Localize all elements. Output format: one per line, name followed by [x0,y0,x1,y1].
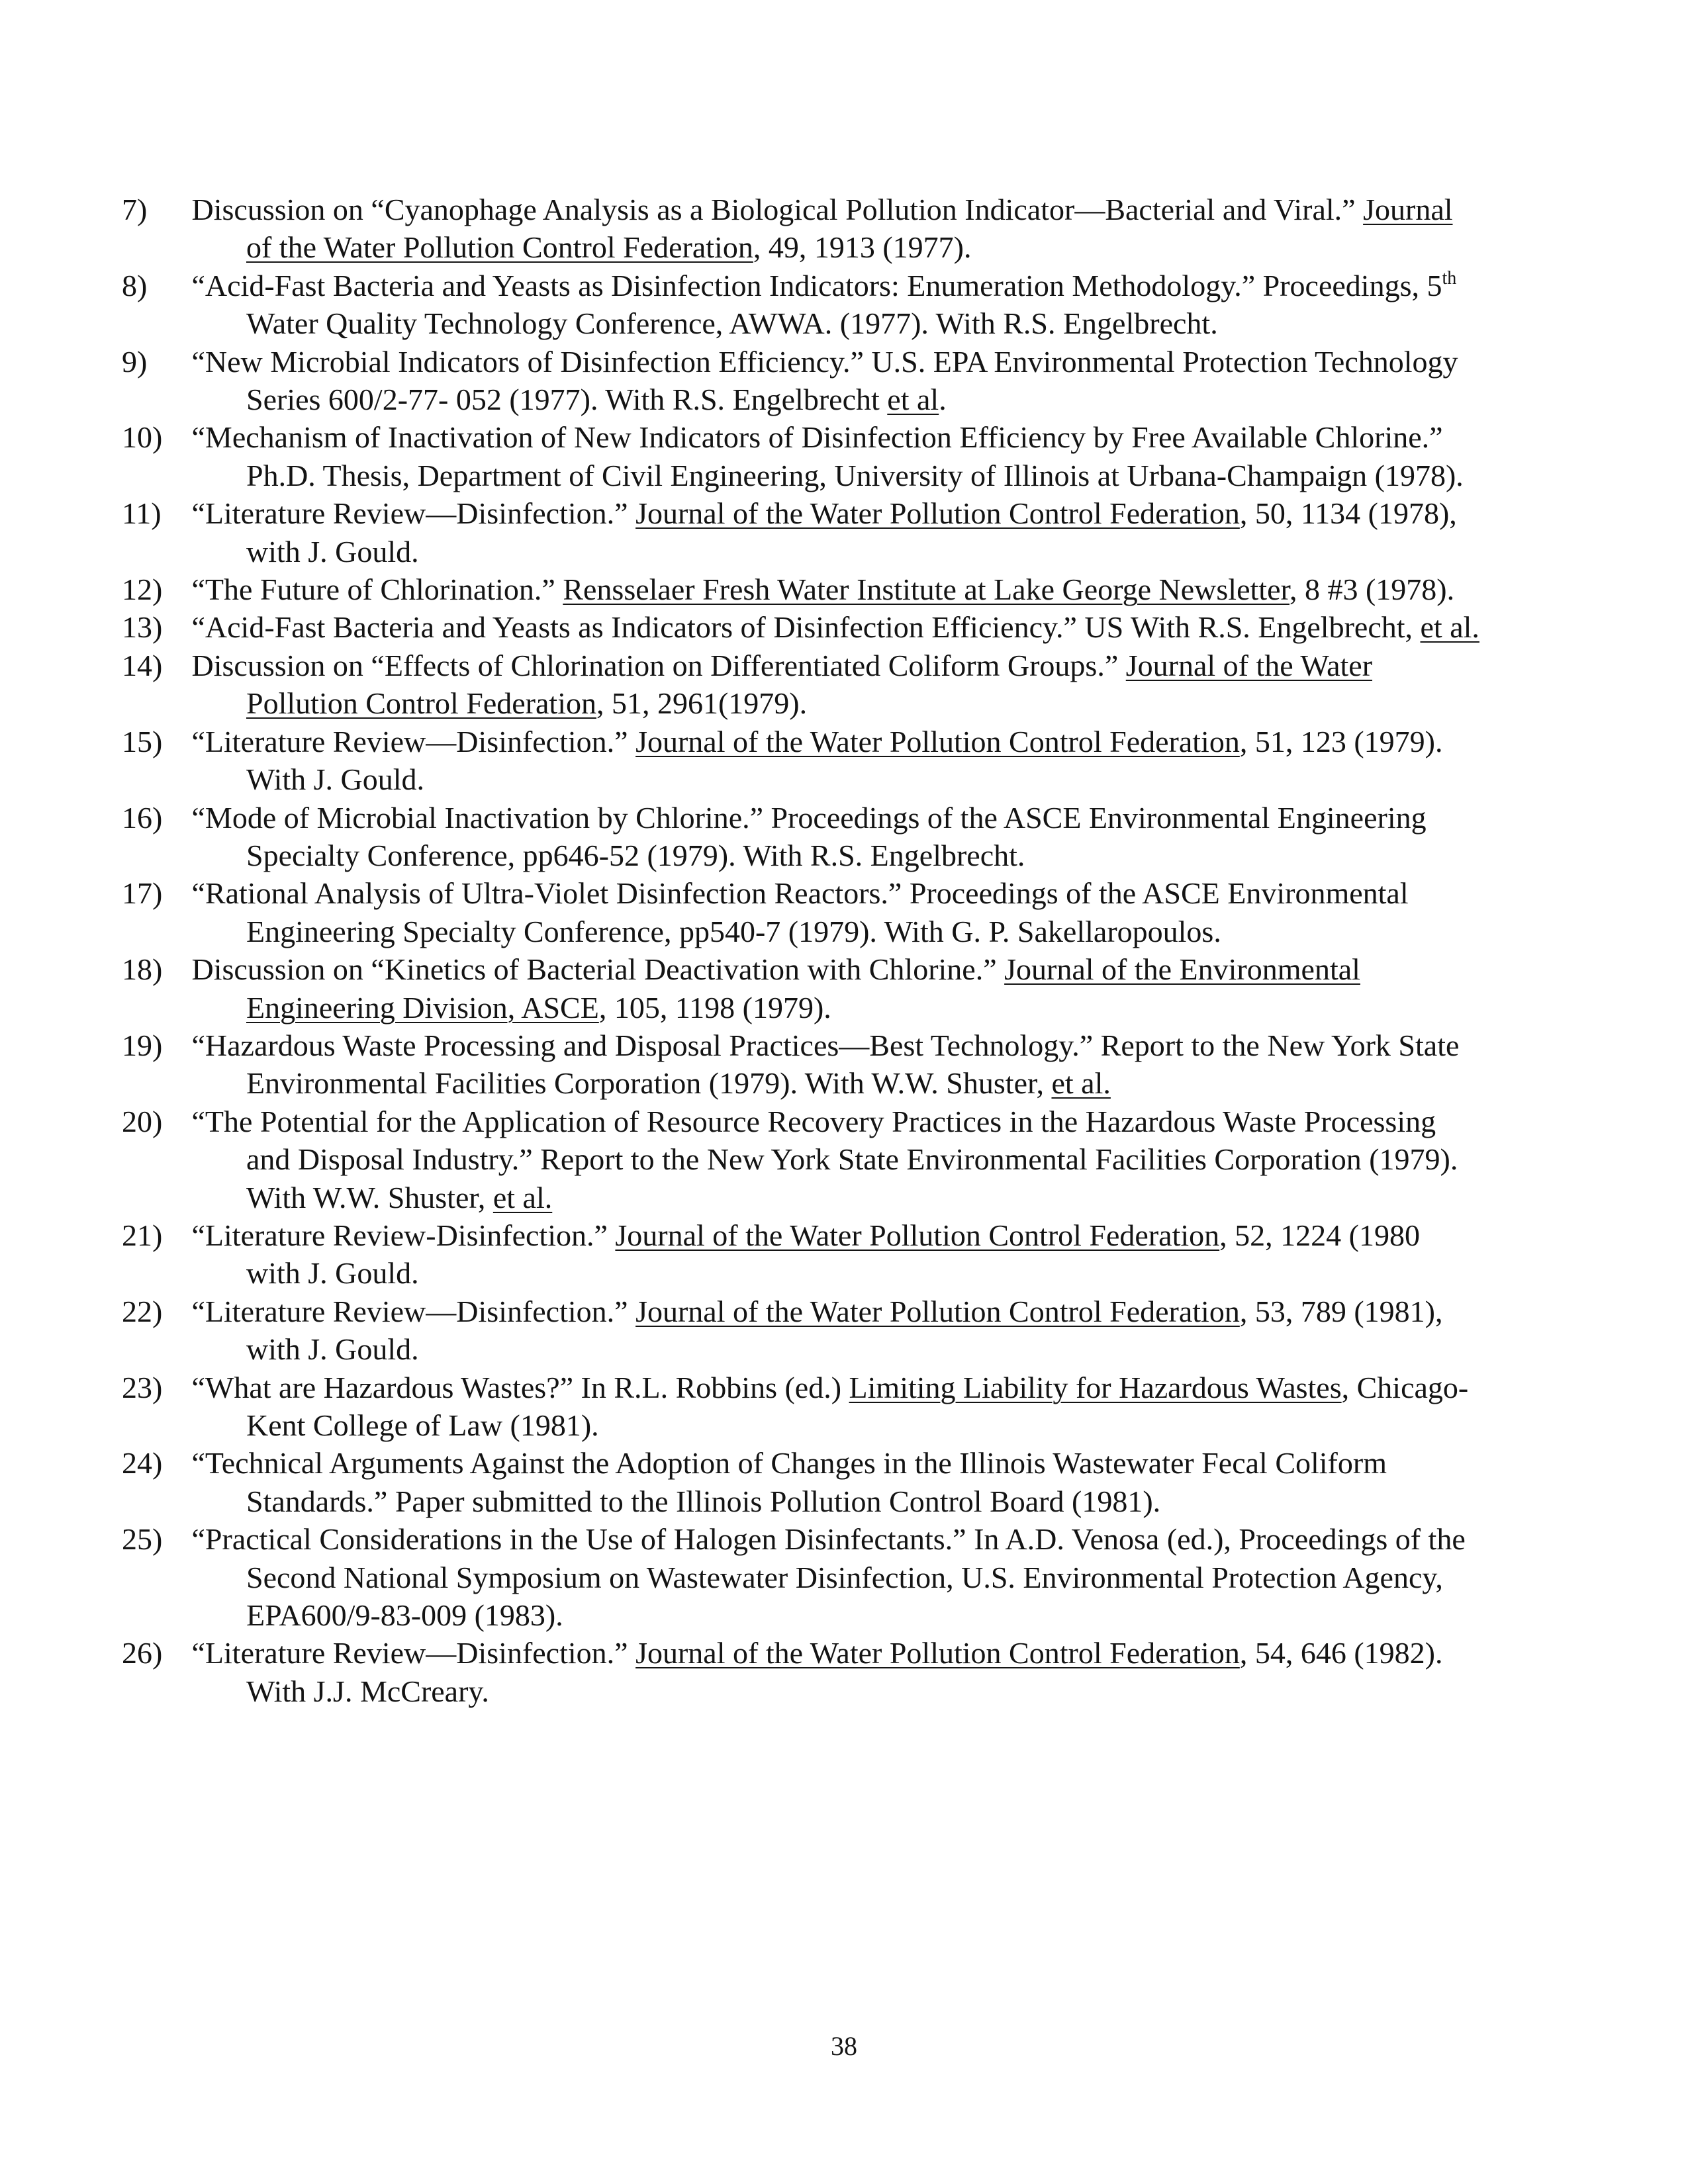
entry-text: “Literature Review—Disinfection.” [184,1636,636,1670]
entry-text: “Literature Review-Disinfection.” [184,1218,616,1252]
publication-entry: 22) “Literature Review—Disinfection.” Journal of the Water Pollution Control Federation, 53, 789 (1981), with J. Gould. [122,1294,1443,1367]
entry-text: , 51, 2961(1979). [596,686,808,721]
entry-text: , 52, 1224 (1980 with J. Gould. [246,1218,1420,1291]
entry-text: , Chicago-Kent College of Law (1981). [246,1370,1469,1442]
publication-entry: 9) “New Microbial Indicators of Disinfection Efficiency.” U.S. EPA Environmental Protection Technology Series 600/2-77- 052 (1977). With R.S. Engelbrecht et al. [122,344,1458,417]
publication-entry: 17) “Rational Analysis of Ultra-Violet Disinfection Reactors.” Proceedings of the ASCE Environmental Engineering Specialty Conference, pp540-7 (1979). With G. P. Sakellaropoulos. [122,876,1409,948]
entry-text: Water Quality Technology Conference, AWWA. (1977). With R.S. Engelbrecht. [246,306,1218,341]
underlined-title: Limiting Liability for Hazardous Wastes [849,1370,1342,1404]
entry-text: “Literature Review—Disinfection.” [184,496,636,531]
publication-entry: 26) “Literature Review—Disinfection.” Journal of the Water Pollution Control Federation, 54, 646 (1982). With J.J. McCreary. [122,1636,1443,1708]
underlined-title: Journal of the Water Pollution Control Federation [635,1636,1240,1670]
entry-text: “Practical Considerations in the Use of Halogen Disinfectants.” In A.D. Venosa (ed.), Proceedings of the Second National Symposium on Wastewater Disinfection, U.S. Environmental Protection Agency, EPA600/9-83-009 (1983). [184,1522,1466,1633]
publication-entry: 12) “The Future of Chlorination.” Rensselaer Fresh Water Institute at Lake George Newsletter, 8 #3 (1978). [122,572,1455,607]
entry-text: “What are Hazardous Wastes?” In R.L. Robbins (ed.) [184,1370,849,1404]
entry-text: Discussion on “Cyanophage Analysis as a Biological Pollution Indicator—Bacterial and Viral.” [184,193,1364,226]
entry-text: “New Microbial Indicators of Disinfection Efficiency.” U.S. EPA Environmental Protection Technology Series 600/2-77- 052 (1977). With R.S. Engelbrecht [184,344,1458,417]
publication-entry: 18) Discussion on “Kinetics of Bacterial Deactivation with Chlorine.” Journal of the Environmental Engineering Division, ASCE, 105, 1198 (1979). [122,952,1360,1024]
underlined-title: Journal of the Water Pollution Control Federation [615,1218,1220,1252]
entry-text: . [939,383,947,417]
publication-entry: 25) “Practical Considerations in the Use of Halogen Disinfectants.” In A.D. Venosa (ed.), Proceedings of the Second National Symposium on Wastewater Disinfection, U.S. Environmental Protection Agency, EPA600/9-83-009 (1983). [122,1522,1466,1633]
underlined-title: Journal of the Water Pollution Control Federation [635,724,1240,758]
underlined-title: Journal of the Water Pollution Control Federation [635,1294,1240,1328]
entry-text: “Mechanism of Inactivation of New Indicators of Disinfection Efficiency by Free Available Chlorine.” Ph.D. Thesis, Department of Civil Engineering, University of Illinois at Urbana-Champaign (1978). [184,420,1464,492]
publication-entry: 8) “Acid-Fast Bacteria and Yeasts as Disinfection Indicators: Enumeration Methodology.” Proceedings, 5th Water Quality Technology Conference, AWWA. (1977). With R.S. Engelbrecht. [122,267,1457,341]
publication-entry: 20) “The Potential for the Application of Resource Recovery Practices in the Hazardous Waste Processing and Disposal Industry.” Report to the New York State Environmental Facilities Corporation (1979). With W.W. Shuster, et al. [122,1104,1458,1214]
entry-text: “Rational Analysis of Ultra-Violet Disinfection Reactors.” Proceedings of the ASCE Environmental Engineering Specialty Conference, pp540-7 (1979). With G. P. Sakellaropoulos. [184,876,1409,948]
entry-text: , 8 #3 (1978). [1289,572,1455,607]
entry-text: Discussion on “Effects of Chlorination on Differentiated Coliform Groups.” [184,648,1126,682]
underlined-title: Rensselaer Fresh Water Institute at Lake George Newsletter [563,572,1289,607]
entry-text: “Acid-Fast Bacteria and Yeasts as Indicators of Disinfection Efficiency.” US With R.S. Engelbrecht, [184,610,1421,645]
publication-entry: 10) “Mechanism of Inactivation of New Indicators of Disinfection Efficiency by Free Available Chlorine.” Ph.D. Thesis, Department of Civil Engineering, University of Illinois at Urbana-Champaign (1978). [122,420,1464,492]
underlined-title: et al. [492,1180,553,1214]
entry-text: “Acid-Fast Bacteria and Yeasts as Disinfection Indicators: Enumeration Methodology.” Proceedings, 5 [184,268,1442,302]
publication-entry: 21) “Literature Review-Disinfection.” Journal of the Water Pollution Control Federation, 52, 1224 (1980 with J. Gould. [122,1218,1420,1291]
publication-list [122,191,1481,1710]
entry-text: “Literature Review—Disinfection.” [184,724,636,758]
entry-text: “Literature Review—Disinfection.” [184,1294,636,1328]
entry-text: , 54, 646 (1982). With J.J. McCreary. [246,1636,1443,1708]
publication-entry: 13) “Acid-Fast Bacteria and Yeasts as Indicators of Disinfection Efficiency.” US With R.S. Engelbrecht, et al. [122,610,1479,645]
publication-entry: 7) Discussion on “Cyanophage Analysis as a Biological Pollution Indicator—Bacterial and Viral.” Journal of the Water Pollution Control Federation, 49, 1913 (1977). [122,193,1453,265]
entry-text: , 53, 789 (1981), with J. Gould. [246,1294,1443,1367]
publication-entry: 14) Discussion on “Effects of Chlorination on Differentiated Coliform Groups.” Journal of the Water Pollution Control Federation, 51, 2961(1979). [122,648,1373,721]
entry-text: Discussion on “Kinetics of Bacterial Deactivation with Chlorine.” [184,952,1005,987]
publication-entry: 23) “What are Hazardous Wastes?” In R.L. Robbins (ed.) Limiting Liability for Hazardous Wastes, Chicago-Kent College of Law (1981). [122,1370,1469,1442]
superscript-text: th [1442,267,1457,289]
entry-text: , 105, 1198 (1979). [598,990,831,1024]
underlined-title: Journal of the Water Pollution Control Federation [246,193,1453,265]
underlined-title: Journal of the Water Pollution Control Federation [246,648,1373,721]
entry-text: “Mode of Microbial Inactivation by Chlorine.” Proceedings of the ASCE Environmental Engineering Specialty Conference, pp646-52 (1979). With R.S. Engelbrecht. [184,800,1427,872]
entry-text: “The Future of Chlorination.” [184,572,563,607]
underlined-title: et al. [1420,610,1479,645]
underlined-title: et al. [1051,1066,1111,1101]
entry-text: , 51, 123 (1979). With J. Gould. [246,724,1443,797]
entry-text: “Technical Arguments Against the Adoption of Changes in the Illinois Wastewater Fecal Coliform Standards.” Paper submitted to the Illinois Pollution Control Board (1981). [184,1446,1387,1518]
page-number: 38 [831,2031,857,2061]
publication-entry: 19) “Hazardous Waste Processing and Disposal Practices—Best Technology.” Report to the New York State Environmental Facilities Corporation (1979). With W.W. Shuster, et al. [122,1028,1460,1101]
publication-entry: 11) “Literature Review—Disinfection.” Journal of the Water Pollution Control Federation, 50, 1134 (1978), with J. Gould. [122,496,1457,569]
underlined-title: Journal of the Environmental Engineering Division, ASCE [246,952,1360,1024]
publication-entry: 15) “Literature Review—Disinfection.” Journal of the Water Pollution Control Federation, 51, 123 (1979). With J. Gould. [122,724,1443,797]
publication-entry: 16) “Mode of Microbial Inactivation by Chlorine.” Proceedings of the ASCE Environmental Engineering Specialty Conference, pp646-52 (1979). With R.S. Engelbrecht. [122,800,1427,872]
underlined-title: et al [887,383,939,417]
underlined-title: Journal of the Water Pollution Control Federation [635,496,1240,531]
entry-text: “The Potential for the Application of Resource Recovery Practices in the Hazardous Waste Processing and Disposal Industry.” Report to the New York State Environmental Facilities Corporation (1979). With W.W. Shuster, [184,1104,1458,1214]
entry-text: , 50, 1134 (1978), with J. Gould. [246,496,1457,569]
entry-text: , 49, 1913 (1977). [753,230,972,265]
entry-text: “Hazardous Waste Processing and Disposal Practices—Best Technology.” Report to the New York State Environmental Facilities Corporation (1979). With W.W. Shuster, [184,1028,1460,1101]
publication-entry: 24) “Technical Arguments Against the Adoption of Changes in the Illinois Wastewater Fecal Coliform Standards.” Paper submitted to the Illinois Pollution Control Board (1981). [122,1446,1387,1518]
